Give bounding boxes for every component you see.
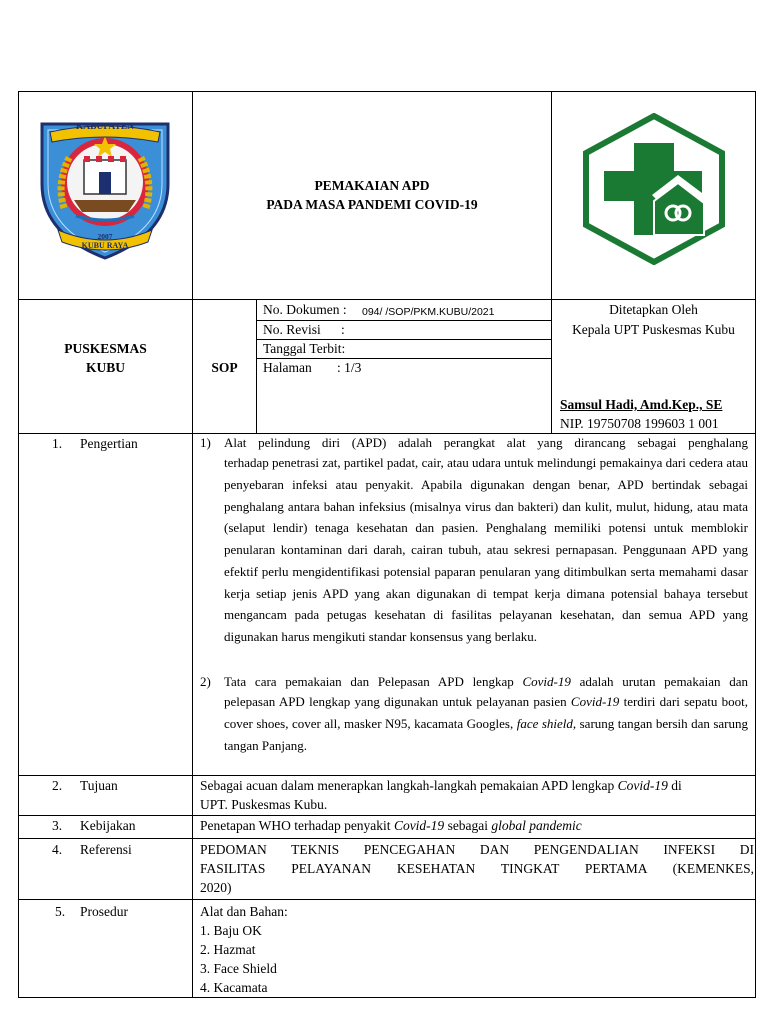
rule: [18, 899, 756, 900]
logo-text-top: KABUPATEN: [75, 122, 135, 132]
puskesmas-logo: [580, 113, 728, 265]
org-name-line1: PUSKESMAS: [64, 341, 147, 356]
text-run: Penetapan WHO terhadap penyakit: [200, 818, 394, 833]
procedure-heading: Alat dan Bahan:: [200, 904, 288, 919]
logo-year: 2007: [97, 232, 113, 241]
rule: [18, 91, 756, 92]
text-run: face shield,: [516, 715, 577, 731]
definition-2-body: [224, 691, 748, 756]
list-item: 1. Baju OK: [200, 923, 262, 938]
rule: [18, 433, 756, 434]
page-value: : 1/3: [337, 360, 362, 375]
doc-number-value: 094/ /SOP/PKM.KUBU/2021: [362, 306, 495, 318]
reference-line1: PEDOMAN TEKNIS PENCEGAHAN DAN PENGENDALIAN INFEKSI DI: [200, 842, 754, 857]
reference-line3: 2020): [200, 880, 232, 895]
issue-date-label: Tanggal Terbit:: [263, 341, 346, 356]
section-label-referensi: Referensi: [80, 842, 132, 857]
text-run: terdiri dari sepatu boot, cover shoes, cover all, masker N95, kacamata Googles,: [224, 694, 748, 731]
rule: [551, 91, 552, 433]
list-marker: 2): [200, 674, 211, 689]
text-run: Covid-19: [393, 818, 445, 833]
section-label-kebijakan: Kebijakan: [80, 818, 136, 833]
definition-1-body: terhadap penetrasi zat, partikel padat, cair, atau udara untuk melindungi pemakainya dari cedera atau penyebaran infeksi atau penyakit. Apabila digunakan dengan benar, APD bertindak sebagai penghalang antara bahan infeksius (misalnya virus dan bakteri) dan kulit, mulut, hidung, atau mata (selaput lendir) tenaga kesehatan dan pasien. Penghalang memiliki potensi untuk memblokir penularan kontaminan dari darah, cairan tubuh, atau sekresi pernapasan. Penggunaan APD yang efektif perlu mengidentifikasi potensial paparan penularan yang ditimbulkan serta memahami dasar kerja setiap jenis APD yang akan digunakan di tempat kerja dimana potensial bahaya tersebut mengancam pada petugas kesehatan di fasilitas pelayanan kesehatan, dan semua APD yang digunakan harus mengikuti standar konsensus yang berlaku.: [224, 455, 748, 644]
purpose-line2: UPT. Puskesmas Kubu.: [200, 797, 328, 812]
rule: [18, 91, 19, 998]
rule: [18, 299, 756, 300]
signer-name: Samsul Hadi, Amd.Kep., SE: [560, 397, 723, 412]
text-run: Covid-19: [617, 778, 668, 793]
page-label: Halaman: [263, 360, 312, 375]
definition-1-first-line: Alat pelindung diri (APD) adalah perangkat alat yang dirancang sebagai penghalang: [224, 435, 748, 450]
logo-text-bottom: KUBU RAYA: [81, 241, 129, 250]
text-run: Covid-19: [570, 694, 620, 709]
doc-title-line2: PADA MASA PANDEMI COVID-19: [266, 197, 478, 212]
section-label-tujuan: Tujuan: [80, 778, 118, 793]
revision-value: :: [341, 322, 345, 337]
rule: [256, 299, 257, 433]
text-run: sarung tangan bersih dan sarung tangan Panjang.: [224, 715, 748, 753]
revision-label: No. Revisi: [263, 322, 321, 337]
list-item: 3. Face Shield: [200, 961, 277, 976]
rule: [256, 320, 551, 321]
rule: [18, 838, 756, 839]
section-number: 4.: [52, 842, 63, 857]
text-run: global pandemic: [491, 818, 582, 833]
section-number: 5.: [55, 904, 66, 919]
rule: [755, 91, 756, 998]
rule: [18, 815, 756, 816]
rule: [192, 91, 193, 998]
purpose-line1: [200, 778, 754, 794]
sop-label: SOP: [211, 360, 238, 375]
text-run: Covid-19: [522, 674, 571, 689]
rule: [256, 339, 551, 340]
policy-text: [200, 818, 582, 834]
section-number: 1.: [52, 436, 63, 451]
rule: [18, 775, 756, 776]
list-item: 2. Hazmat: [200, 942, 256, 957]
approver-title: Kepala UPT Puskesmas Kubu: [572, 322, 735, 337]
section-number: 3.: [52, 818, 63, 833]
section-number: 2.: [52, 778, 63, 793]
list-item: 4. Kacamata: [200, 980, 268, 995]
text-run: Tata cara pemakaian dan Pelepasan APD lengkap: [224, 674, 523, 689]
section-label-prosedur: Prosedur: [80, 904, 128, 919]
rule: [256, 358, 551, 359]
list-marker: 1): [200, 435, 211, 450]
rule: [18, 997, 756, 998]
doc-title-line1: PEMAKAIAN APD: [314, 178, 430, 193]
text-run: di: [667, 778, 682, 793]
text-run: adalah urutan pemakaian dan: [570, 674, 748, 689]
text-run: pelepasan APD lengkap yang digunakan untuk pelayanan pasien: [224, 694, 571, 709]
kubu-raya-logo: [36, 112, 174, 262]
reference-line2: FASILITAS PELAYANAN KESEHATAN TINGKAT PERTAMA (KEMENKES,: [200, 861, 754, 876]
signer-nip: NIP. 19750708 199603 1 001: [560, 416, 719, 431]
doc-number-label: No. Dokumen :: [263, 302, 347, 317]
definition-2-first-line: [224, 674, 748, 690]
org-name-line2: KUBU: [85, 360, 125, 375]
section-label-pengertian: Pengertian: [80, 436, 138, 451]
approved-by: Ditetapkan Oleh: [609, 302, 698, 317]
text-run: Sebagai acuan dalam menerapkan langkah-langkah pemakaian APD lengkap: [200, 778, 618, 793]
text-run: sebagai: [444, 818, 492, 833]
